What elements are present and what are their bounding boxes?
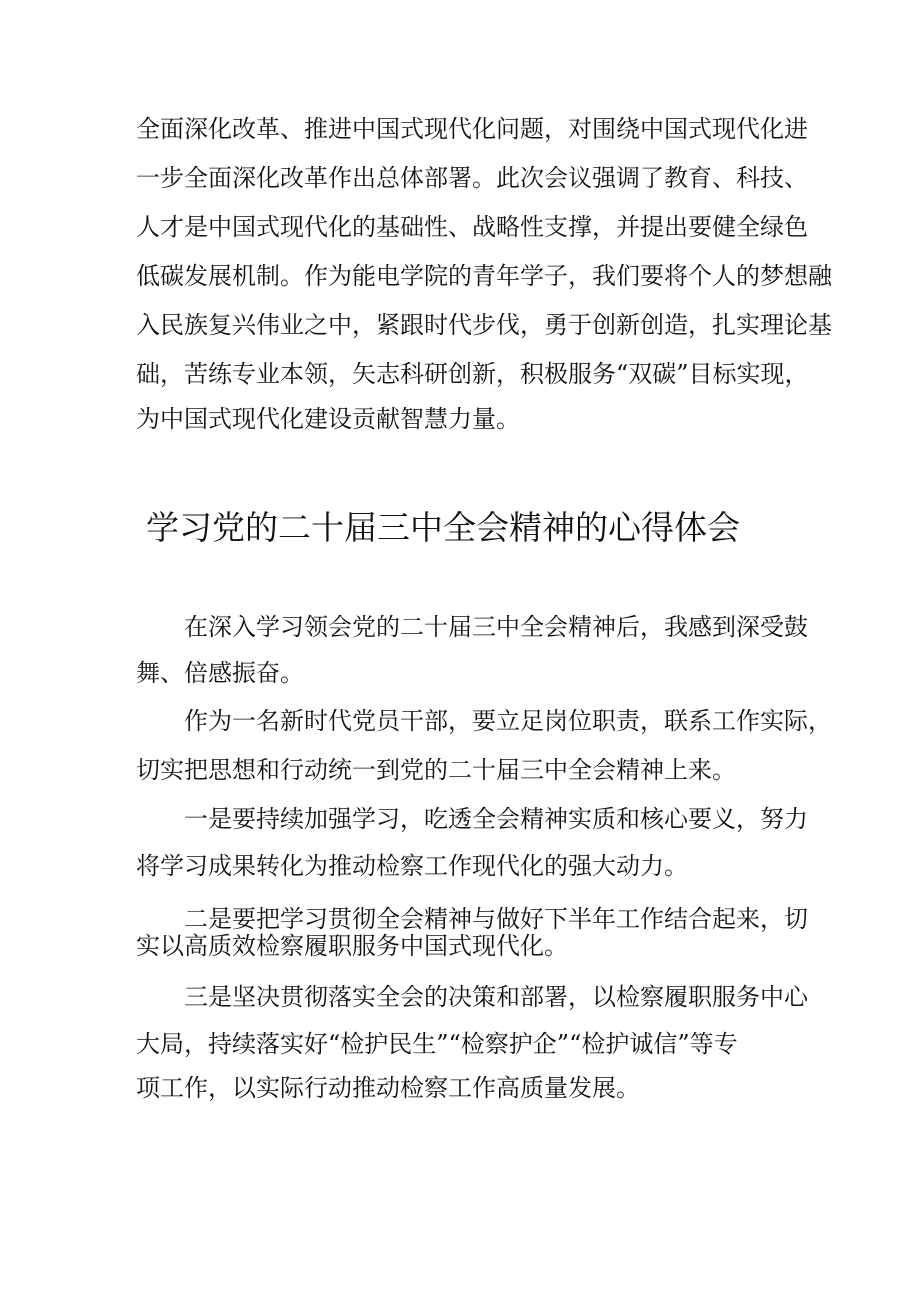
body-line-10: 大局，持续落实好“检护民生”“检察护企”“检护诚信”等专: [136, 1030, 738, 1058]
body-line-2: 舞、倍感振奋。: [136, 659, 304, 687]
intro-line-1: 全面深化改革、推进中国式现代化问题，对围绕中国式现代化进: [136, 115, 808, 143]
intro-line-2: 一步全面深化改革作出总体部署。此次会议强调了教育、科技、: [136, 164, 808, 192]
body-line-11: 项工作，以实际行动推动检察工作高质量发展。: [136, 1074, 640, 1102]
intro-line-6: 础，苦练专业本领，矢志科研创新，积极服务“双碳”目标实现，: [136, 360, 809, 388]
body-line-7: 二是要把学习贯彻全会精神与做好下半年工作结合起来，切: [184, 905, 808, 933]
section-title: 学习党的二十届三中全会精神的心得体会: [146, 508, 740, 547]
intro-line-3: 人才是中国式现代化的基础性、战略性支撑，并提出要健全绿色: [136, 213, 808, 241]
intro-line-4: 低碳发展机制。作为能电学院的青年学子，我们要将个人的梦想融: [136, 262, 832, 290]
body-line-3: 作为一名新时代党员干部，要立足岗位职责，联系工作实际，: [184, 707, 832, 735]
body-line-5: 一是要持续加强学习，吃透全会精神实质和核心要义，努力: [184, 805, 808, 833]
intro-line-5: 入民族复兴伟业之中，紧跟时代步伐，勇于创新创造，扎实理论基: [136, 311, 832, 339]
body-line-1: 在深入学习领会党的二十届三中全会精神后，我感到深受鼓: [184, 613, 808, 641]
body-line-6: 将学习成果转化为推动检察工作现代化的强大动力。: [136, 852, 688, 880]
intro-line-7: 为中国式现代化建设贡献智慧力量。: [136, 405, 520, 433]
body-line-4: 切实把思想和行动统一到党的二十届三中全会精神上来。: [136, 756, 736, 784]
body-line-8: 实以高质效检察履职服务中国式现代化。: [136, 932, 568, 960]
body-line-9: 三是坚决贯彻落实全会的决策和部署，以检察履职服务中心: [184, 983, 808, 1011]
